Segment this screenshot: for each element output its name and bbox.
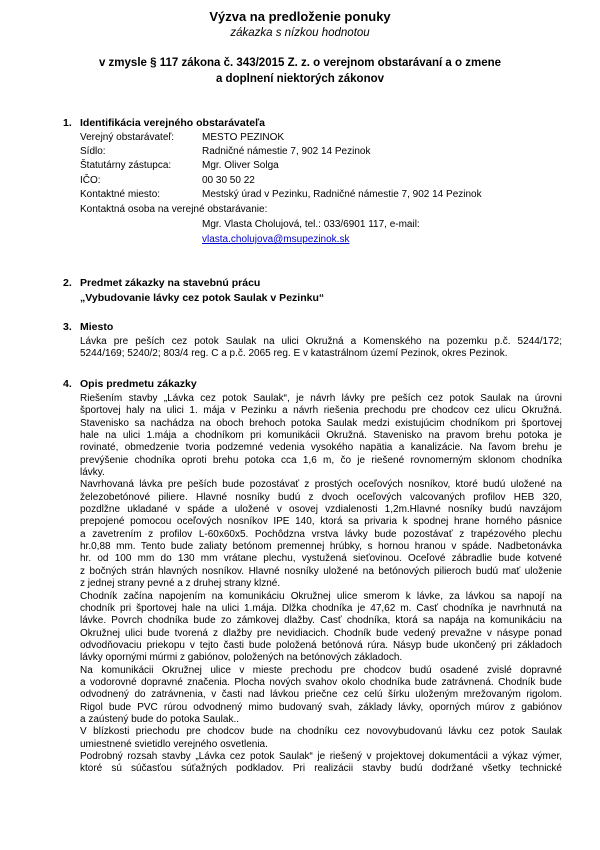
text-line: Rigol bude PVC rúrou odvodnený mimo budovaný svah, základy lávky, oporných múrov z gabiónov [80, 701, 562, 713]
text-line: 5244/169; 5240/2; 803/4 reg. C a p.č. 2065 reg. E v katastrálnom území Pezinok, okres Pezinok. [80, 348, 508, 360]
text-line: hr. od 100 mm do 130 mm vrátane plechu, vystužená sieťovinou. Oceľové zábradlie bude kotvené [80, 553, 562, 565]
section-3-title: Miesto [80, 321, 114, 333]
text-line: Lávka pre peších cez potok Saulak na ulici Okružná a Komenského na pozemku p.č. 5244/172; [80, 336, 562, 347]
section-2-title: Predmet zákazky na stavebnú prácu [80, 277, 261, 289]
contract-subject: „Vybudovanie lávky cez potok Saulak v Pezinku“ [80, 292, 325, 304]
label-obstaravatel: Verejný obstarávateľ: [80, 132, 175, 143]
text-line: Chodník začína napojením na komunikáciu Okružnej ulice smerom k lávke, za lávkou sa napojí na [80, 590, 562, 602]
label-kontaktna-osoba: Kontaktná osoba na verejné obstarávanie: [80, 204, 268, 215]
text-line: hale na ulici 1.mája a chodníkom pri komunikácii Okružná. Stavenisko na pravom brehu potoka je [80, 430, 562, 442]
text-line: a zaústený bude do potoka Saulak.. [80, 713, 240, 725]
document-title: Výzva na predloženie ponuky [209, 9, 391, 24]
text-line: lávky. [80, 467, 105, 479]
text-line: lávke. Povrch chodníka bude zo zámkovej dlažby. Časť chodníka, ktorá sa napája na komunikáciu na [80, 615, 562, 627]
section-4-title: Opis predmetu zákazky [80, 378, 197, 390]
value-ico: 00 30 50 22 [202, 175, 255, 186]
section-1-title: Identifikácia verejného obstarávateľa [80, 117, 265, 129]
text-line: športovej haly na ulici 1. mája v Pezinku a návrh riešenia prechodu pre chodcov cez ulicu Okružná. [80, 405, 562, 417]
text-line: umiestnené svietidlo verejného osvetlenia. [80, 738, 268, 750]
law-reference-line-1: v zmysle § 117 zákona č. 343/2015 Z. z. o verejnom obstarávaní a o zmene [98, 57, 502, 69]
section-1-number: 1. [63, 117, 72, 129]
text-line: Riešením stavby „Lávka cez potok Saulak“, je návrh lávky pre peších cez potok Saulak na úrovni [80, 393, 562, 404]
text-line: Navrhovaná lávka pre peších bude pozostávať z prostých oceľových nosníkov, ktoré budú uložené na [80, 479, 562, 491]
text-line: z bočných strán hlavných nosníkov. Hlavné nosníky uložené na betónových pilieroch budú mať uloženie [80, 565, 562, 577]
text-line: Na komunikácii Okružnej ulice v mieste prechodu pre chodcov budú osadené zvislé dopravné [80, 664, 562, 676]
text-line: hr.0,88 mm. Tento bude zaliaty betónom premennej hrúbky, s hornou hranou v spáde. Nadbetonávka [80, 541, 562, 553]
label-ico: IČO: [80, 175, 101, 186]
value-kontaktna-osoba: Mgr. Vlasta Cholujová, tel.: 033/6901 117, e-mail: [202, 219, 420, 230]
value-statutar: Mgr. Oliver Solga [202, 160, 279, 171]
section-3-number: 3. [63, 321, 72, 333]
label-statutar: Štatutárny zástupca: [80, 160, 172, 171]
text-line: rovinaté, obmedzenie tvoria podzemné vedenia vysokého napätia a kanalizácie. Na ľavom brehu je [80, 442, 562, 454]
text-line: Podrobný rozsah stavby „Lávka cez potok Saulak“ je riešený v projektovej dokumentácii a výkaz výmer, [80, 750, 562, 762]
section-2-number: 2. [63, 277, 72, 289]
value-obstaravatel: MESTO PEZINOK [202, 132, 285, 143]
label-sidlo: Sídlo: [80, 146, 106, 157]
text-line: V blízkosti priechodu pre chodcov bude na chodníku cez novovybudovanú lávku cez potok Saulak [80, 726, 562, 738]
text-line: Stavenisko sa nachádza na oboch brehoch potoka Saulak medzi existujúcim chodníkom pri športovej [80, 417, 562, 429]
text-line: Okružnej ulici bude tvorená z dlažby pre nevidiacich. Chodník bude vedený prevažne v násype ponad [80, 627, 562, 639]
text-line: pozdĺžne ukladané v spáde a uložené v osovej vzdialenosti 1,2m.Hlavné nosníky budú navzájom [80, 504, 562, 516]
text-line: a vodorovné dopravné značenia. Plocha nových svahov okolo chodníka bude zatrávnená. Chodník bude [80, 676, 562, 688]
text-line: odvodnený do zatrávnenia, v časti nad lávkou priečne cez celú šírku uloženým mrežovaným rigolom. [80, 689, 562, 701]
text-line: lávky opornými múrmi z gabiónov, položených na betónových základoch. [80, 652, 403, 664]
section-4-text [80, 393, 562, 776]
value-sidlo: Radničné námestie 7, 902 14 Pezinok [202, 146, 371, 157]
email-link[interactable]: vlasta.cholujova@msupezinok.sk [202, 234, 350, 245]
label-kontaktne-miesto: Kontaktné miesto: [80, 189, 161, 200]
value-kontaktne-miesto: Mestský úrad v Pezinku, Radničné námestie 7, 902 14 Pezinok [202, 189, 482, 200]
text-line: železobetónové piliere. Hlavné nosníky budú z dvoch oceľových valcovaných profilov HEB 320, [80, 491, 562, 503]
text-line: odvodňovaciu priekopu v tejto časti bude položená betónová rúra. Násyp bude ukončený pri základoch [80, 639, 562, 651]
text-line: ktoré sú súčasťou súťažných podkladov. Pri realizácii stavby budú dodržané všetky technické [80, 763, 562, 775]
text-line: a zavetrením z profilov L-60x60x5. Pochôdzna vrstva lávky bude pozostávať z trapézového plechu [80, 528, 562, 540]
text-line: prepojené pomocou oceľových nosníkov IPE 140, ktorá sa privaria k spodnej hrane horného pásnice [80, 516, 562, 528]
section-3-text [80, 336, 562, 361]
text-line: z jednej strany pevné a z druhej strany kĺzné. [80, 578, 281, 590]
text-line: prevýšenie chodníka oproti brehu potoka cca 1,6 m, čo je riešené rovnomerným sklonom chodníka [80, 454, 562, 466]
section-4-number: 4. [63, 378, 72, 390]
document-subtitle: zákazka s nízkou hodnotou [230, 27, 370, 39]
law-reference-line-2: a doplnení niektorých zákonov [215, 73, 385, 85]
text-line: chodník pri športovej hale na ulici 1.mája. Dĺžka chodníka je 47,62 m. Časť chodníka je navrhnutá na [80, 602, 562, 614]
